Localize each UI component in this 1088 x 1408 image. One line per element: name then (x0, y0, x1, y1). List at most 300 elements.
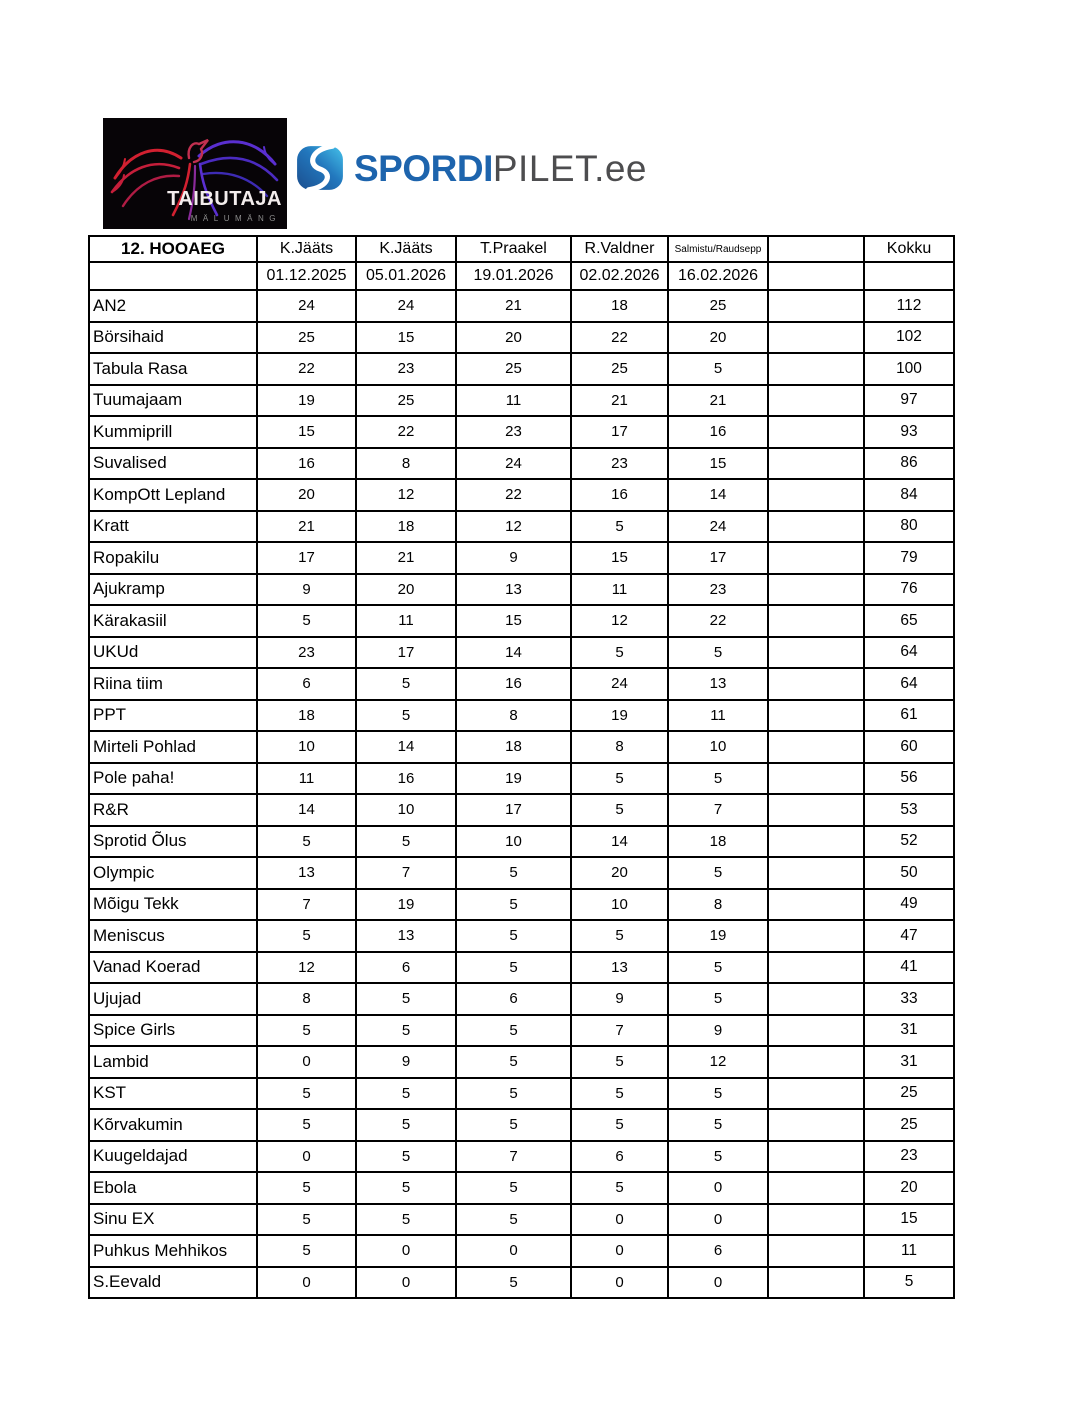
score-cell: 7 (356, 857, 456, 889)
score-cell: 21 (356, 542, 456, 574)
empty-cell (768, 511, 864, 543)
total-cell: 5 (864, 1267, 954, 1299)
total-cell: 20 (864, 1172, 954, 1204)
team-name: Sprotid Õlus (89, 826, 257, 858)
taibutaja-logo (103, 118, 287, 229)
score-cell: 0 (668, 1204, 768, 1236)
score-cell: 12 (356, 479, 456, 511)
table-row (89, 574, 954, 606)
score-cell: 7 (668, 794, 768, 826)
score-cell: 5 (456, 1046, 571, 1078)
table-row (89, 668, 954, 700)
score-cell: 5 (571, 920, 668, 952)
score-cell: 13 (571, 952, 668, 984)
header-row-dates (89, 262, 954, 290)
empty-cell (768, 1078, 864, 1110)
score-cell: 13 (668, 668, 768, 700)
score-cell: 8 (668, 889, 768, 921)
table-row (89, 794, 954, 826)
host-header-2: K.Jääts (356, 236, 456, 262)
total-cell: 64 (864, 668, 954, 700)
spordipilet-text-spordi: SPORDI (354, 147, 493, 189)
score-cell: 5 (668, 637, 768, 669)
score-cell: 5 (356, 1109, 456, 1141)
table-row (89, 290, 954, 322)
score-cell: 5 (571, 763, 668, 795)
empty-cell (768, 385, 864, 417)
score-cell: 15 (257, 416, 356, 448)
empty-cell (768, 700, 864, 732)
score-cell: 5 (456, 920, 571, 952)
score-cell: 10 (456, 826, 571, 858)
total-cell: 112 (864, 290, 954, 322)
score-cell: 10 (668, 731, 768, 763)
table-row (89, 700, 954, 732)
score-cell: 11 (571, 574, 668, 606)
total-cell: 64 (864, 637, 954, 669)
score-cell: 5 (456, 1015, 571, 1047)
total-cell: 56 (864, 763, 954, 795)
team-name: Vanad Koerad (89, 952, 257, 984)
score-cell: 25 (356, 385, 456, 417)
score-cell: 5 (456, 1172, 571, 1204)
header-row-hosts (89, 236, 954, 262)
score-cell: 5 (257, 920, 356, 952)
team-name: Olympic (89, 857, 257, 889)
score-cell: 17 (356, 637, 456, 669)
score-cell: 14 (356, 731, 456, 763)
table-row (89, 322, 954, 354)
spordipilet-logo (295, 137, 647, 199)
team-name: Suvalised (89, 448, 257, 480)
total-cell: 52 (864, 826, 954, 858)
empty-cell (768, 542, 864, 574)
empty-cell (768, 857, 864, 889)
score-cell: 5 (668, 353, 768, 385)
table-row (89, 385, 954, 417)
score-cell: 0 (571, 1267, 668, 1299)
score-cell: 10 (571, 889, 668, 921)
score-cell: 23 (668, 574, 768, 606)
score-cell: 20 (456, 322, 571, 354)
score-cell: 5 (356, 1078, 456, 1110)
phoenix-icon (103, 118, 287, 229)
table-row (89, 605, 954, 637)
team-name: Meniscus (89, 920, 257, 952)
score-cell: 5 (356, 1015, 456, 1047)
empty-total-header (864, 262, 954, 290)
total-cell: 61 (864, 700, 954, 732)
score-cell: 25 (668, 290, 768, 322)
total-cell: 93 (864, 416, 954, 448)
score-cell: 0 (257, 1141, 356, 1173)
score-cell: 25 (257, 322, 356, 354)
score-cell: 0 (571, 1204, 668, 1236)
score-cell: 5 (668, 1141, 768, 1173)
score-cell: 22 (571, 322, 668, 354)
team-name: Kummiprill (89, 416, 257, 448)
team-name: Spice Girls (89, 1015, 257, 1047)
empty-cell (768, 920, 864, 952)
total-cell: 31 (864, 1046, 954, 1078)
date-header-4: 02.02.2026 (571, 262, 668, 290)
score-cell: 5 (571, 637, 668, 669)
spordipilet-text-pilet: PILET.ee (492, 147, 648, 189)
total-cell: 86 (864, 448, 954, 480)
table-row (89, 637, 954, 669)
total-header: Kokku (864, 236, 954, 262)
score-cell: 12 (257, 952, 356, 984)
empty-cell (768, 1204, 864, 1236)
table-row (89, 826, 954, 858)
score-cell: 25 (571, 353, 668, 385)
empty-cell (768, 479, 864, 511)
score-cell: 20 (257, 479, 356, 511)
table-body (89, 290, 954, 1298)
score-cell: 5 (668, 983, 768, 1015)
empty-cell (768, 605, 864, 637)
empty-cell (768, 763, 864, 795)
table-row (89, 479, 954, 511)
score-cell: 5 (356, 826, 456, 858)
score-cell: 20 (571, 857, 668, 889)
score-cell: 5 (356, 700, 456, 732)
total-cell: 49 (864, 889, 954, 921)
score-cell: 22 (257, 353, 356, 385)
score-cell: 18 (456, 731, 571, 763)
team-name: Ebola (89, 1172, 257, 1204)
score-cell: 23 (257, 637, 356, 669)
table-row (89, 1015, 954, 1047)
team-name: UKUd (89, 637, 257, 669)
team-name: Kratt (89, 511, 257, 543)
team-name: Kärakasiil (89, 605, 257, 637)
total-cell: 84 (864, 479, 954, 511)
score-cell: 0 (456, 1235, 571, 1267)
score-cell: 0 (356, 1235, 456, 1267)
empty-header-cell (89, 262, 257, 290)
table-row (89, 952, 954, 984)
empty-cell (768, 1015, 864, 1047)
total-cell: 80 (864, 511, 954, 543)
score-cell: 8 (571, 731, 668, 763)
date-header-3: 19.01.2026 (456, 262, 571, 290)
team-name: Pole paha! (89, 763, 257, 795)
score-cell: 5 (456, 1109, 571, 1141)
score-cell: 5 (456, 889, 571, 921)
total-cell: 15 (864, 1204, 954, 1236)
team-name: Ujujad (89, 983, 257, 1015)
score-cell: 5 (668, 1078, 768, 1110)
score-cell: 5 (456, 1267, 571, 1299)
score-cell: 15 (356, 322, 456, 354)
score-cell: 5 (571, 1046, 668, 1078)
empty-cell (768, 322, 864, 354)
score-cell: 12 (571, 605, 668, 637)
score-cell: 18 (571, 290, 668, 322)
score-cell: 5 (257, 605, 356, 637)
score-cell: 25 (456, 353, 571, 385)
score-cell: 24 (456, 448, 571, 480)
team-name: S.Eevald (89, 1267, 257, 1299)
empty-cell (768, 889, 864, 921)
table-row (89, 416, 954, 448)
score-cell: 5 (257, 1204, 356, 1236)
score-cell: 7 (257, 889, 356, 921)
date-header-2: 05.01.2026 (356, 262, 456, 290)
score-cell: 12 (668, 1046, 768, 1078)
team-name: Riina tiim (89, 668, 257, 700)
score-cell: 5 (571, 511, 668, 543)
score-cell: 5 (257, 1172, 356, 1204)
score-cell: 6 (571, 1141, 668, 1173)
score-cell: 22 (356, 416, 456, 448)
score-cell: 23 (571, 448, 668, 480)
taibutaja-title: TAIBUTAJA (167, 188, 282, 210)
score-cell: 22 (668, 605, 768, 637)
score-cell: 10 (356, 794, 456, 826)
total-cell: 33 (864, 983, 954, 1015)
table-row (89, 920, 954, 952)
score-cell: 0 (571, 1235, 668, 1267)
score-cell: 9 (571, 983, 668, 1015)
score-cell: 5 (257, 826, 356, 858)
host-header-4: R.Valdner (571, 236, 668, 262)
total-cell: 53 (864, 794, 954, 826)
total-cell: 102 (864, 322, 954, 354)
score-cell: 9 (257, 574, 356, 606)
empty-cell (768, 290, 864, 322)
score-cell: 14 (668, 479, 768, 511)
score-cell: 21 (571, 385, 668, 417)
table-row (89, 1235, 954, 1267)
score-cell: 12 (456, 511, 571, 543)
team-name: Puhkus Mehhikos (89, 1235, 257, 1267)
table-row (89, 1141, 954, 1173)
score-cell: 6 (456, 983, 571, 1015)
table-row (89, 1204, 954, 1236)
score-cell: 24 (257, 290, 356, 322)
team-name: Börsihaid (89, 322, 257, 354)
score-cell: 19 (668, 920, 768, 952)
score-cell: 7 (571, 1015, 668, 1047)
score-cell: 14 (456, 637, 571, 669)
host-header-1: K.Jääts (257, 236, 356, 262)
score-cell: 5 (668, 763, 768, 795)
score-cell: 13 (456, 574, 571, 606)
empty-cell (768, 952, 864, 984)
team-name: AN2 (89, 290, 257, 322)
total-cell: 41 (864, 952, 954, 984)
score-cell: 10 (257, 731, 356, 763)
table-row (89, 1046, 954, 1078)
score-cell: 13 (356, 920, 456, 952)
team-name: Kõrvakumin (89, 1109, 257, 1141)
score-cell: 11 (668, 700, 768, 732)
total-cell: 25 (864, 1078, 954, 1110)
empty-cell (768, 1109, 864, 1141)
score-cell: 7 (456, 1141, 571, 1173)
score-cell: 17 (257, 542, 356, 574)
score-cell: 23 (456, 416, 571, 448)
score-cell: 15 (456, 605, 571, 637)
score-cell: 19 (456, 763, 571, 795)
total-cell: 23 (864, 1141, 954, 1173)
score-cell: 0 (356, 1267, 456, 1299)
team-name: Mõigu Tekk (89, 889, 257, 921)
empty-cell (768, 668, 864, 700)
score-cell: 11 (257, 763, 356, 795)
empty-cell (768, 637, 864, 669)
score-cell: 8 (257, 983, 356, 1015)
score-cell: 21 (668, 385, 768, 417)
team-name: KompOtt Lepland (89, 479, 257, 511)
empty-cell (768, 983, 864, 1015)
score-cell: 16 (356, 763, 456, 795)
score-cell: 6 (668, 1235, 768, 1267)
team-name: Sinu EX (89, 1204, 257, 1236)
score-cell: 5 (356, 668, 456, 700)
score-cell: 24 (571, 668, 668, 700)
table-row (89, 857, 954, 889)
score-cell: 5 (668, 1109, 768, 1141)
score-cell: 24 (356, 290, 456, 322)
empty-cell (768, 731, 864, 763)
score-cell: 18 (356, 511, 456, 543)
score-cell: 9 (456, 542, 571, 574)
score-cell: 5 (571, 1078, 668, 1110)
total-cell: 79 (864, 542, 954, 574)
empty-cell (768, 353, 864, 385)
score-cell: 5 (456, 857, 571, 889)
score-cell: 18 (257, 700, 356, 732)
score-cell: 19 (356, 889, 456, 921)
team-name: Kuugeldajad (89, 1141, 257, 1173)
host-header-3: T.Praakel (456, 236, 571, 262)
total-cell: 100 (864, 353, 954, 385)
score-cell: 5 (257, 1109, 356, 1141)
score-cell: 17 (571, 416, 668, 448)
score-cell: 16 (257, 448, 356, 480)
total-cell: 31 (864, 1015, 954, 1047)
score-cell: 5 (571, 1172, 668, 1204)
table-row (89, 542, 954, 574)
score-cell: 5 (356, 1172, 456, 1204)
score-cell: 11 (356, 605, 456, 637)
total-cell: 50 (864, 857, 954, 889)
score-cell: 6 (257, 668, 356, 700)
total-cell: 11 (864, 1235, 954, 1267)
score-cell: 5 (668, 952, 768, 984)
team-name: Mirteli Pohlad (89, 731, 257, 763)
spacer-header (768, 236, 864, 262)
table-row (89, 731, 954, 763)
score-cell: 5 (571, 794, 668, 826)
total-cell: 65 (864, 605, 954, 637)
total-cell: 47 (864, 920, 954, 952)
empty-cell (768, 1267, 864, 1299)
spacer-header (768, 262, 864, 290)
score-cell: 19 (257, 385, 356, 417)
score-cell: 22 (456, 479, 571, 511)
total-cell: 97 (864, 385, 954, 417)
score-cell: 15 (571, 542, 668, 574)
team-name: Tabula Rasa (89, 353, 257, 385)
table-row (89, 353, 954, 385)
score-cell: 17 (668, 542, 768, 574)
season-title: 12. HOOAEG (89, 236, 257, 262)
score-cell: 5 (257, 1078, 356, 1110)
table-row (89, 1109, 954, 1141)
team-name: Ropakilu (89, 542, 257, 574)
score-cell: 5 (356, 1204, 456, 1236)
score-cell: 5 (356, 1141, 456, 1173)
score-cell: 23 (356, 353, 456, 385)
score-cell: 20 (356, 574, 456, 606)
score-cell: 20 (668, 322, 768, 354)
score-cell: 5 (356, 983, 456, 1015)
score-cell: 5 (456, 1078, 571, 1110)
score-cell: 14 (571, 826, 668, 858)
score-cell: 19 (571, 700, 668, 732)
total-cell: 60 (864, 731, 954, 763)
score-cell: 24 (668, 511, 768, 543)
empty-cell (768, 794, 864, 826)
table-row (89, 511, 954, 543)
score-cell: 16 (456, 668, 571, 700)
date-header-1: 01.12.2025 (257, 262, 356, 290)
taibutaja-subtitle: MÄLUMÄNG (190, 214, 281, 223)
score-cell: 0 (668, 1172, 768, 1204)
table-row (89, 1172, 954, 1204)
score-cell: 17 (456, 794, 571, 826)
score-cell: 21 (257, 511, 356, 543)
score-cell: 0 (257, 1267, 356, 1299)
table-row (89, 983, 954, 1015)
score-cell: 9 (668, 1015, 768, 1047)
team-name: PPT (89, 700, 257, 732)
score-cell: 5 (668, 857, 768, 889)
score-cell: 21 (456, 290, 571, 322)
team-name: Lambid (89, 1046, 257, 1078)
score-cell: 11 (456, 385, 571, 417)
score-cell: 15 (668, 448, 768, 480)
team-name: R&R (89, 794, 257, 826)
score-cell: 14 (257, 794, 356, 826)
team-name: Tuumajaam (89, 385, 257, 417)
results-table (88, 235, 955, 1299)
score-cell: 5 (456, 952, 571, 984)
score-cell: 16 (668, 416, 768, 448)
date-header-5: 16.02.2026 (668, 262, 768, 290)
host-header-5: Salmistu/Raudsepp (668, 236, 768, 262)
table-row (89, 1267, 954, 1299)
empty-cell (768, 416, 864, 448)
empty-cell (768, 1172, 864, 1204)
total-cell: 25 (864, 1109, 954, 1141)
score-cell: 5 (571, 1109, 668, 1141)
table-row (89, 448, 954, 480)
score-cell: 9 (356, 1046, 456, 1078)
empty-cell (768, 1141, 864, 1173)
team-name: Ajukramp (89, 574, 257, 606)
spordipilet-icon (295, 143, 345, 193)
score-cell: 0 (257, 1046, 356, 1078)
score-cell: 5 (257, 1235, 356, 1267)
score-cell: 13 (257, 857, 356, 889)
score-cell: 8 (456, 700, 571, 732)
score-cell: 0 (668, 1267, 768, 1299)
